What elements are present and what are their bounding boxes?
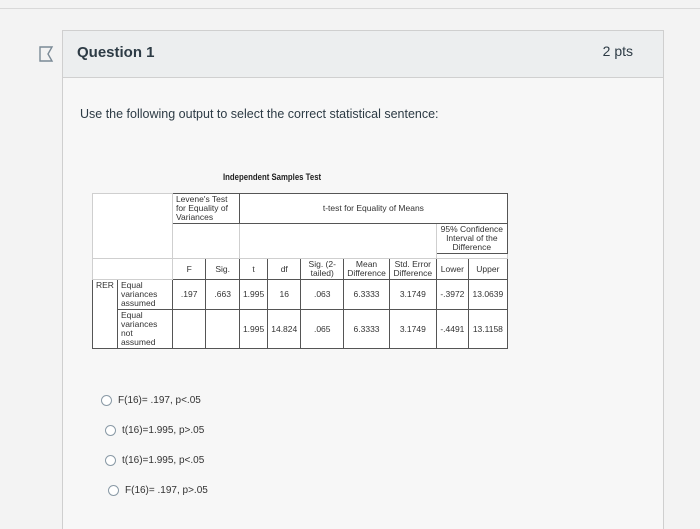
col-header: Sig. (2-tailed): [301, 259, 344, 280]
cell: .063: [301, 280, 344, 310]
cell: [206, 310, 240, 349]
table-row: [93, 280, 508, 310]
radio-button[interactable]: [105, 425, 116, 436]
col-header: Mean Difference: [344, 259, 390, 280]
cell: 14.824: [268, 310, 301, 349]
bookmark-flag-icon[interactable]: [37, 45, 55, 63]
cell: 6.3333: [344, 310, 390, 349]
spss-table-title: Independent Samples Test: [223, 172, 322, 183]
cell: -.4491: [436, 310, 468, 349]
table-row: [93, 194, 508, 224]
cell: 6.3333: [344, 280, 390, 310]
question-header: [63, 31, 663, 78]
ttest-header: t-test for Equality of Means: [239, 194, 507, 224]
cell: -.3972: [436, 280, 468, 310]
top-divider: [0, 8, 700, 9]
spss-output-table: [92, 193, 508, 349]
answer-option[interactable]: [105, 423, 208, 437]
col-header: Std. Error Difference: [389, 259, 436, 280]
col-header: Sig.: [206, 259, 240, 280]
answer-label: t(16)=1.995, p<.05: [122, 454, 205, 466]
answer-option[interactable]: [105, 453, 208, 467]
cell: 1.995: [239, 280, 267, 310]
cell: .065: [301, 310, 344, 349]
row-label: Equal variances assumed: [117, 280, 172, 310]
answer-label: t(16)=1.995, p>.05: [122, 424, 205, 436]
cell: .197: [172, 280, 206, 310]
row-label: Equal variances not assumed: [117, 310, 172, 349]
radio-button[interactable]: [108, 485, 119, 496]
col-header: F: [172, 259, 206, 280]
radio-button[interactable]: [101, 395, 112, 406]
row-variable: RER: [93, 280, 118, 349]
col-header: t: [239, 259, 267, 280]
col-header: Lower: [436, 259, 468, 280]
answer-label: F(16)= .197, p>.05: [125, 484, 208, 496]
cell: 13.0639: [468, 280, 507, 310]
question-prompt: Use the following output to select the correct statistical sentence:: [80, 107, 439, 121]
cell: [172, 310, 206, 349]
table-header-row: [93, 259, 508, 280]
cell: 1.995: [239, 310, 267, 349]
ci-header: 95% Confidence Interval of the Difference: [436, 224, 507, 254]
answer-options: [101, 393, 208, 513]
cell: .663: [206, 280, 240, 310]
answer-option[interactable]: [108, 483, 208, 497]
question-points: 2 pts: [602, 43, 633, 59]
levene-header: Levene's Test for Equality of Variances: [172, 194, 239, 224]
cell: 16: [268, 280, 301, 310]
radio-button[interactable]: [105, 455, 116, 466]
table-row: [93, 310, 508, 349]
question-card: [62, 30, 664, 529]
col-header: Upper: [468, 259, 507, 280]
cell: 13.1158: [468, 310, 507, 349]
col-header: df: [268, 259, 301, 280]
answer-label: F(16)= .197, p<.05: [118, 394, 201, 406]
question-title: Question 1: [77, 44, 155, 61]
cell: 3.1749: [389, 280, 436, 310]
answer-option[interactable]: [101, 393, 208, 407]
cell: 3.1749: [389, 310, 436, 349]
